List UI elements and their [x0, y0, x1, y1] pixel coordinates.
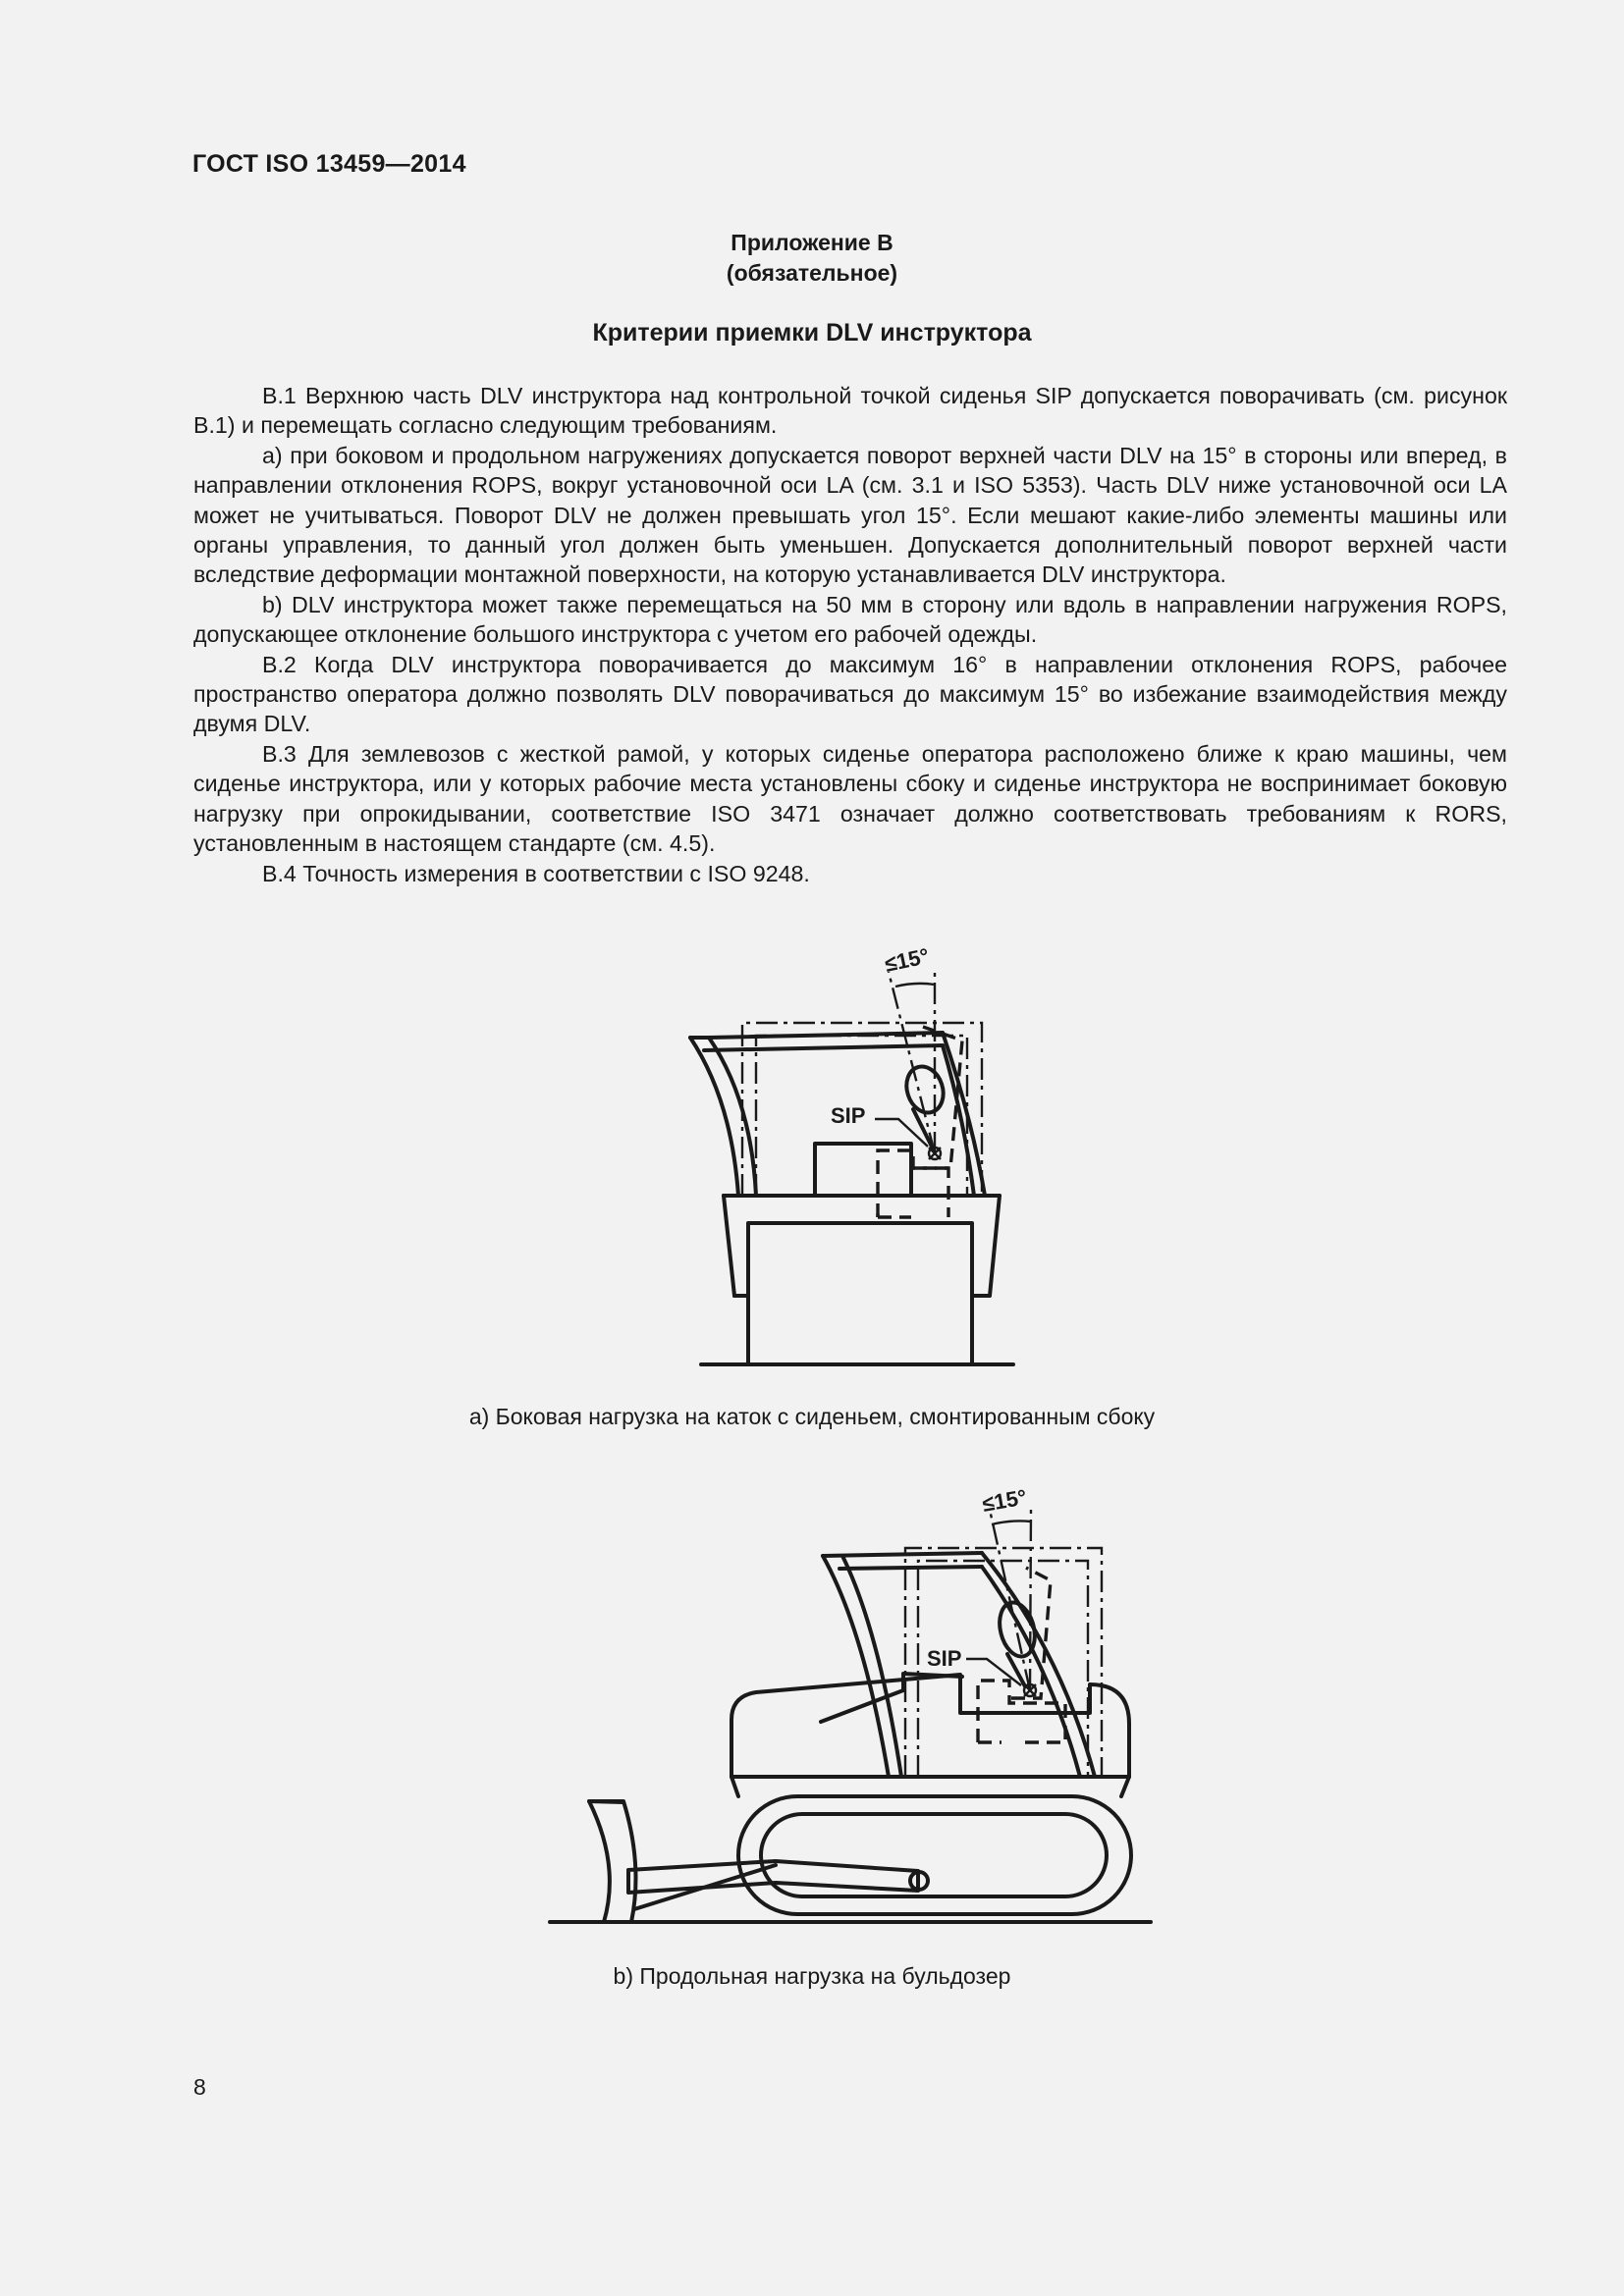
- paragraph-b1-b: b) DLV инструктора может также перемещаться на 50 мм в сторону или вдоль в направлении нагружения ROPS, допускающее отклонение большого инструктора с учетом его рабочей одежды.: [193, 591, 1507, 648]
- figure-a-sip-label: SIP: [831, 1103, 866, 1128]
- section-title: Критерии приемки DLV инструктора: [592, 319, 1032, 347]
- page-number: 8: [193, 2074, 206, 2100]
- figure-b-sip-label: SIP: [927, 1646, 962, 1671]
- figure-b-caption: b) Продольная нагрузка на бульдозер: [613, 1963, 1011, 1989]
- annex-title: Приложение В: [731, 230, 893, 255]
- paragraph-b3: В.3 Для землевозов с жесткой рамой, у которых сиденье оператора расположено ближе к краю машины, чем сиденье инструктора, или у которых рабочие места установлены сбоку и сиденье инструктора не воспринимает боковую нагрузку при опрокидывании, соответствие ISO 3471 означает должно соответствовать требованиям к RORS, установленным в настоящем стандарте (см. 4.5).: [193, 740, 1507, 857]
- figure-a-caption: а) Боковая нагрузка на каток с сиденьем, смонтированным сбоку: [468, 1404, 1156, 1429]
- document-header: ГОСТ ISO 13459—2014: [192, 150, 466, 178]
- paragraph-b2: В.2 Когда DLV инструктора поворачивается до максимум 16° в направлении отклонения ROPS, рабочее пространство оператора должно позволять DLV поворачиваться до максимум 15° во избежание взаимодействия между двумя DLV.: [193, 651, 1507, 737]
- paragraph-b4: В.4 Точность измерения в соответствии с ISO 9248.: [262, 860, 810, 886]
- paragraph-b1: В.1 Верхнюю часть DLV инструктора над контрольной точкой сиденья SIP допускается поворачивать (см. рисунок В.1) и перемещать согласно следующим требованиям.: [193, 383, 1507, 439]
- annex-status: (обязательное): [726, 260, 898, 286]
- figure-a-angle-label: ≤15°: [882, 943, 932, 977]
- figure-b-angle-label: ≤15°: [980, 1484, 1029, 1517]
- paragraph-b1-a: а) при боковом и продольном нагружениях допускается поворот верхней части DLV на 15° в стороны или вперед, в направлении отклонения ROPS, вокруг установочной оси LA (см. 3.1 и ISO 5353). Часть DLV ниже установочной оси LA может не учитываться. Поворот DLV не должен превышать угол 15°. Если мешают какие-либо элементы машины или органы управления, то данный угол должен быть уменьшен. Допускается дополнительный поворот верхней части вследствие деформации монтажной поверхности, на которую устанавливается DLV инструктора.: [193, 442, 1507, 588]
